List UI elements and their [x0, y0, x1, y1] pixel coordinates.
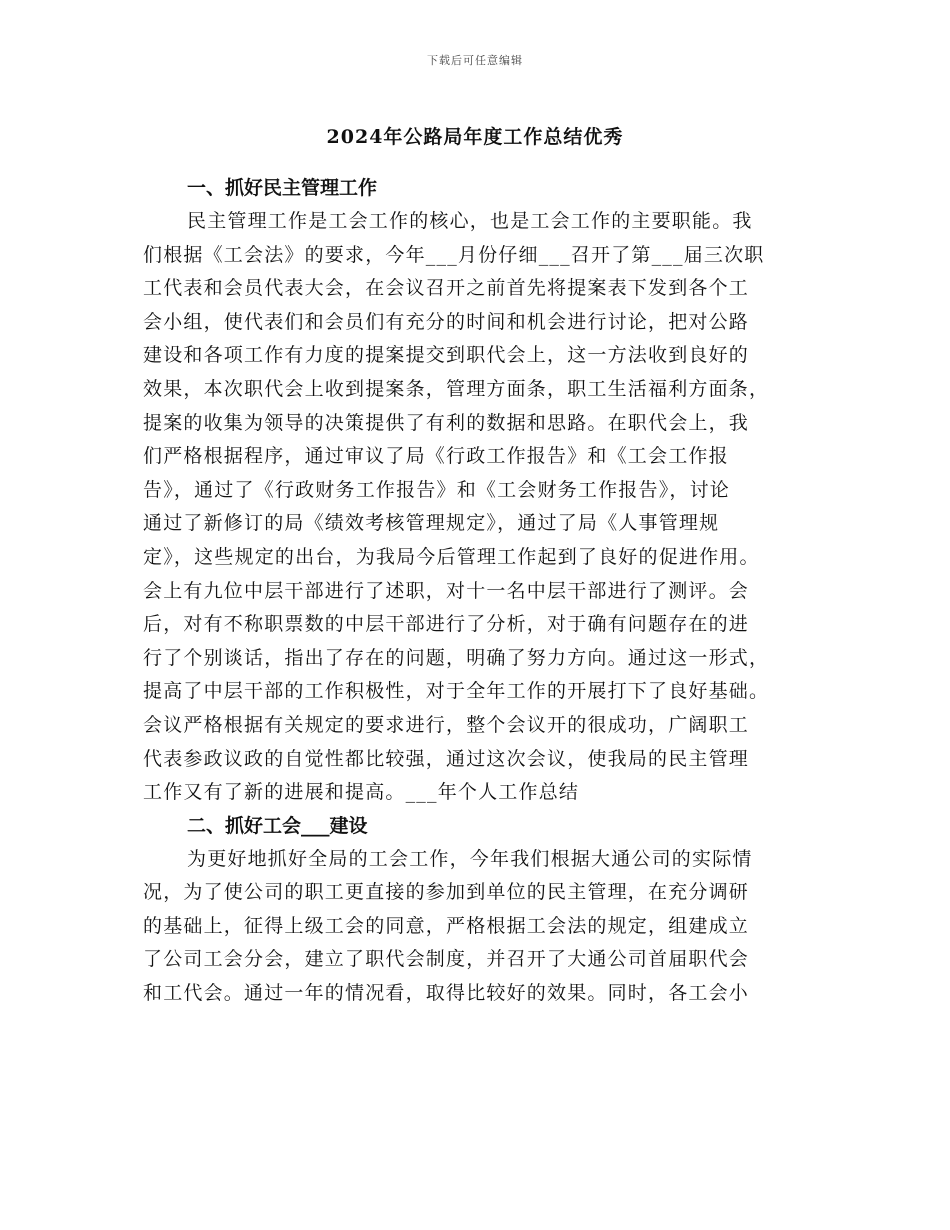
- paragraph-line: 工代表和会员代表大会，在会议召开之前首先将提案表下发到各个工: [143, 277, 750, 300]
- paragraph-line: 行了个别谈话，指出了存在的问题，明确了努力方向。通过这一形式，: [143, 646, 770, 669]
- paragraph-line: 的基础上，征得上级工会的同意，严格根据工会法的规定，组建成立: [143, 914, 750, 937]
- paragraph-line: 通过了新修订的局《绩效考核管理规定》，通过了局《人事管理规: [143, 512, 720, 535]
- paragraph-line: 提高了中层干部的工作积极性，对于全年工作的开展打下了良好基础。: [143, 680, 770, 703]
- paragraph-line: 工作又有了新的进展和提高。___年个人工作总结: [143, 781, 580, 804]
- paragraph-line: 代表参政议政的自觉性都比较强，通过这次会议，使我局的民主管理: [143, 747, 750, 770]
- section-paragraph: [143, 205, 807, 810]
- paragraph-line: 后，对有不称职票数的中层干部进行了分析，对于确有问题存在的进: [143, 613, 750, 636]
- page-header-note: 下载后可任意编辑: [427, 54, 523, 67]
- section-paragraph: [143, 843, 807, 1011]
- paragraph-line: 会议严格根据有关规定的要求进行，整个会议开的很成功，广阔职工: [143, 713, 750, 736]
- section-democratic-management: [143, 172, 807, 810]
- paragraph-line: 们严格根据程序，通过审议了局《行政工作报告》和《工会工作报: [143, 445, 729, 468]
- paragraph-line: 们根据《工会法》的要求，今年___月份仔细___召开了第___届三次职: [143, 243, 765, 266]
- paragraph-line: 了公司工会分会，建立了职代会制度，并召开了大通公司首届职代会: [143, 948, 750, 971]
- document-title: 2024年公路局年度工作总结优秀: [326, 126, 624, 148]
- section-heading: 二、抓好工会___建设: [187, 814, 368, 837]
- paragraph-line: 为更好地抓好全局的工会工作，今年我们根据大通公司的实际情: [187, 847, 753, 870]
- section-heading: 一、抓好民主管理工作: [187, 177, 378, 199]
- paragraph-line: 会上有九位中层干部进行了述职，对十一名中层干部进行了测评。会: [143, 579, 750, 602]
- paragraph-line: 效果，本次职代会上收到提案条，管理方面条，职工生活福利方面条，: [143, 377, 770, 400]
- paragraph-line: 建设和各项工作有力度的提案提交到职代会上，这一方法收到良好的: [143, 344, 750, 367]
- paragraph-line: 和工代会。通过一年的情况看，取得比较好的效果。同时，各工会小: [143, 982, 750, 1005]
- paragraph-line: 定》，这些规定的出台，为我局今后管理工作起到了良好的促进作用。: [143, 545, 760, 568]
- section-union-building: [143, 810, 807, 1011]
- document-body: [143, 172, 807, 1011]
- paragraph-line: 况，为了使公司的职工更直接的参加到单位的民主管理，在充分调研: [143, 881, 750, 904]
- paragraph-line: 提案的收集为领导的决策提供了有利的数据和思路。在职代会上，我: [143, 411, 750, 434]
- paragraph-line: 告》，通过了《行政财务工作报告》和《工会财务工作报告》，讨论: [143, 478, 731, 501]
- paragraph-line: 民主管理工作是工会工作的核心，也是工会工作的主要职能。我: [187, 210, 753, 232]
- paragraph-line: 会小组，使代表们和会员们有充分的时间和机会进行讨论，把对公路: [143, 310, 750, 333]
